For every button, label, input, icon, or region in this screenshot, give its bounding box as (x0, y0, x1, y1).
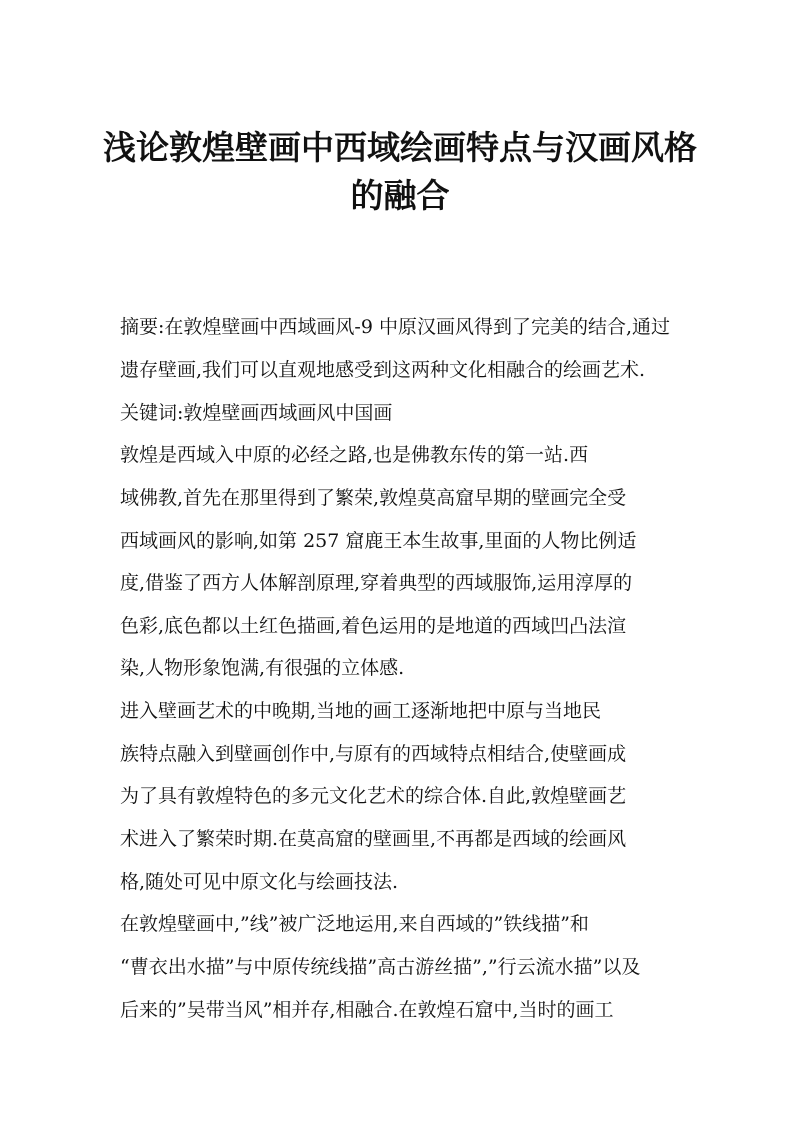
abstract-line-1: 摘要:在敦煌壁画中西域画风-9 中原汉画风得到了完美的结合,通过 (120, 316, 670, 338)
paragraph-1-line-2: 域佛教,首先在那里得到了繁荣,敦煌莫高窟早期的壁画完全受 (120, 487, 627, 509)
document-title-line-2: 的融合 (350, 176, 450, 215)
paragraph-1-line-5: 色彩,底色都以土红色描画,着色运用的是地道的西域凹凸法渲 (120, 615, 627, 637)
paragraph-2-line-1: 进入壁画艺术的中晚期,当地的画工逐渐地把中原与当地民 (120, 700, 602, 722)
document-title-line-1: 浅论敦煌壁画中西域绘画特点与汉画风格 (103, 128, 697, 167)
paragraph-2-line-4: 术进入了繁荣时期.在莫高窟的壁画里,不再都是西域的绘画风 (120, 828, 627, 850)
paragraph-2-line-2: 族特点融入到壁画创作中,与原有的西域特点相结合,使壁画成 (120, 743, 627, 765)
paragraph-2-line-3: 为了具有敦煌特色的多元文化艺术的综合体.自此,敦煌壁画艺 (120, 785, 627, 807)
keywords-line: 关键词:敦煌壁画西域画风中国画 (120, 402, 393, 424)
paragraph-1-line-4: 度,借鉴了西方人体解剖原理,穿着典型的西域服饰,运用淳厚的 (120, 572, 633, 594)
abstract-line-2: 遗存壁画,我们可以直观地感受到这两种文化相融合的绘画艺术. (120, 359, 646, 381)
paragraph-3-line-2: “曹衣出水描”与中原传统线描”高古游丝描”,”行云流水描”以及 (120, 956, 641, 978)
paragraph-2-line-5: 格,随处可见中原文化与绘画技法. (120, 871, 399, 893)
paragraph-1-line-6: 染,人物形象饱满,有很强的立体感. (120, 657, 405, 679)
paragraph-1-line-1: 敦煌是西域入中原的必经之路,也是佛教东传的第一站.西 (120, 444, 589, 466)
paragraph-3-line-3: 后来的”吴带当风”相并存,相融合.在敦煌石窟中,当时的画工 (120, 999, 614, 1021)
paragraph-1-line-3: 西域画风的影响,如第 257 窟鹿王本生故事,里面的人物比例适 (120, 530, 637, 552)
paragraph-3-line-1: 在敦煌壁画中,”线”被广泛地运用,来自西域的”铁线描”和 (120, 913, 589, 935)
